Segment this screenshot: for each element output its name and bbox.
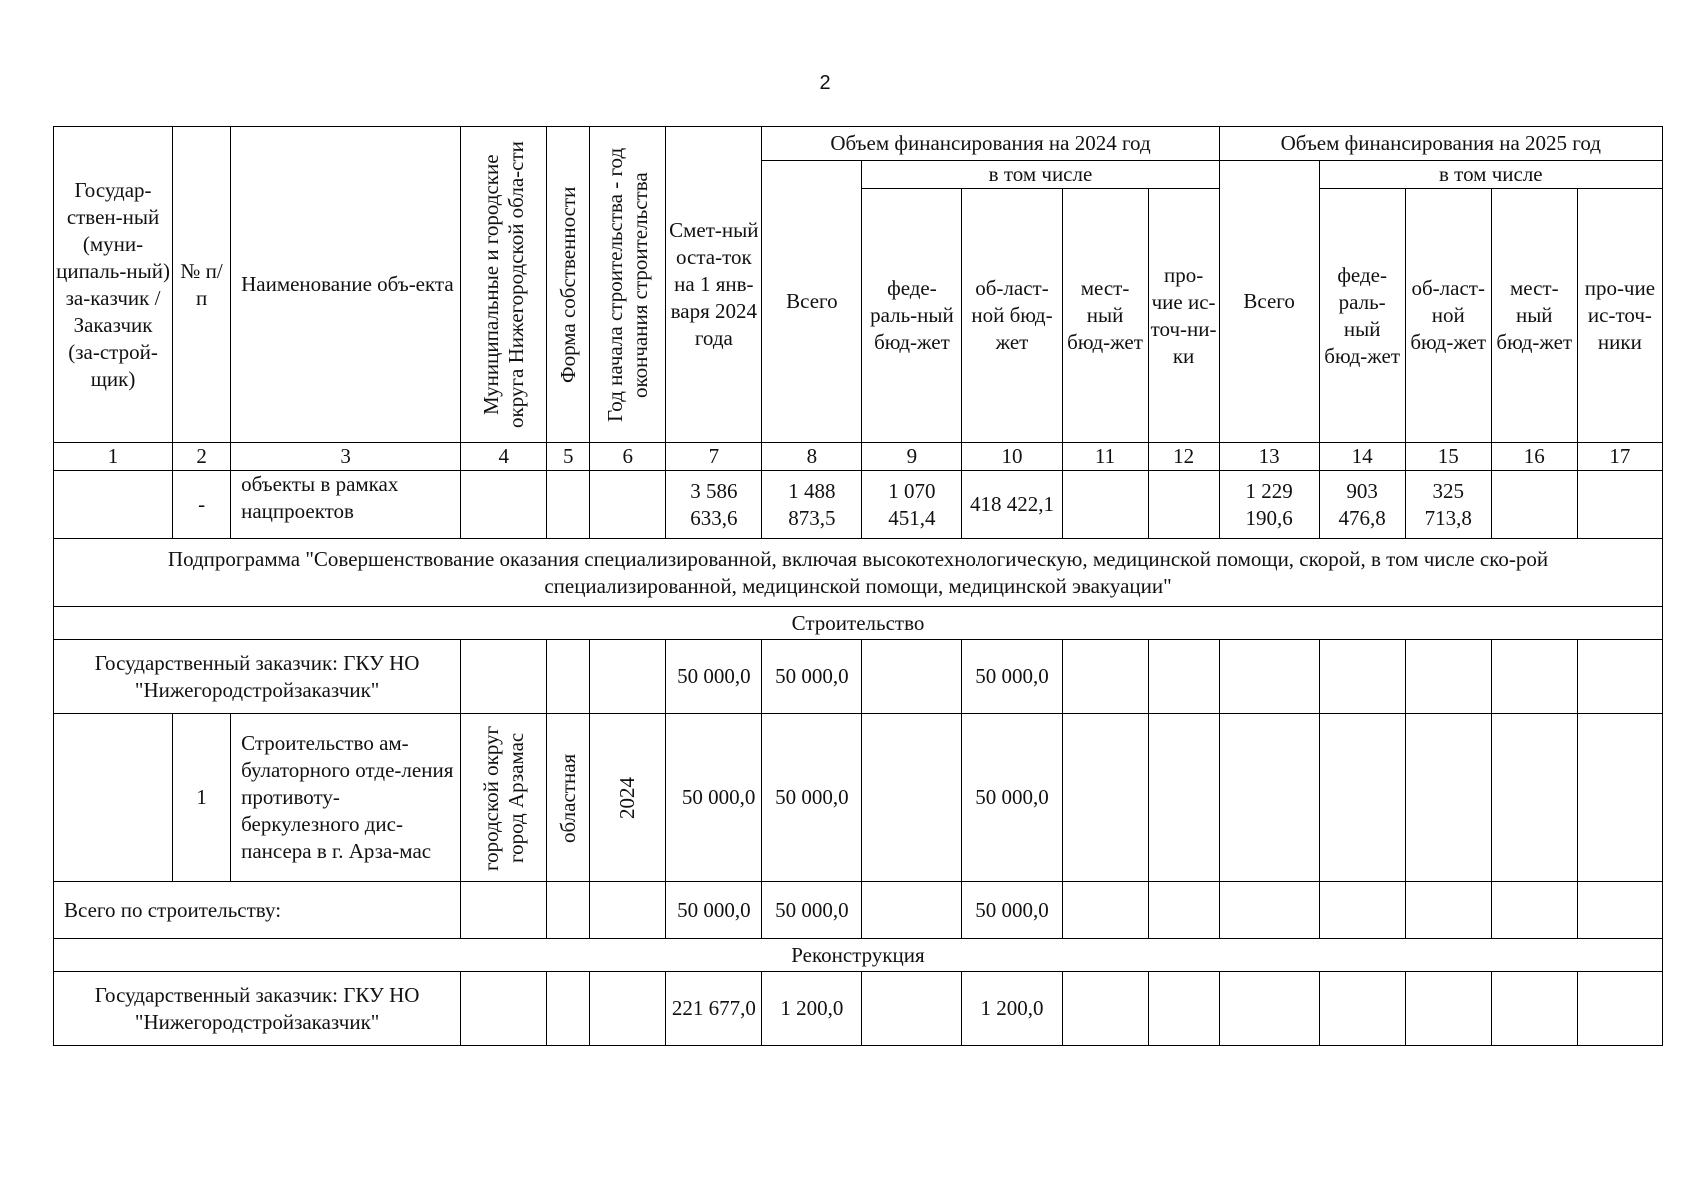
- total-2025-value: 1 229 190,6: [1219, 471, 1319, 539]
- table-cell: [547, 640, 590, 714]
- table-cell: [54, 714, 173, 882]
- header-including-2024: в том числе: [862, 161, 1219, 189]
- table-cell: [590, 471, 666, 539]
- regional-2024-value: 1 200,0: [962, 972, 1062, 1046]
- table-cell: [1577, 640, 1662, 714]
- customer-name: Государственный заказчик: ГКУ НО "Нижегородстройзаказчик": [54, 972, 461, 1046]
- table-cell: [1405, 714, 1491, 882]
- estimate-value: 50 000,0: [666, 714, 762, 882]
- total-2024-value: 50 000,0: [762, 640, 862, 714]
- subprogram-title: Подпрограмма "Совершенствование оказания специализированной, включая высокотехнологическую, медицинской помощи, скорой, в том числе ско-рой специализированной, медицинской помощи, медицинской эвакуации": [54, 539, 1663, 607]
- table-cell: [461, 972, 547, 1046]
- header-municipalities: Муниципальные и городские округа Нижегородской обла-сти: [461, 127, 547, 443]
- col-number: 12: [1148, 443, 1219, 471]
- table-cell: [1219, 882, 1319, 939]
- estimate-value: 50 000,0: [666, 640, 762, 714]
- table-cell: [1577, 882, 1662, 939]
- total-2024-value: 1 488 873,5: [762, 471, 862, 539]
- total-construction-row: [54, 882, 1663, 939]
- header-local-2025: мест-ный бюд-жет: [1491, 189, 1577, 443]
- regional-2024-value: 50 000,0: [962, 882, 1062, 939]
- table-cell: [1062, 640, 1148, 714]
- col-number: 6: [590, 443, 666, 471]
- header-customer: Государ-ствен-ный (муни-ципаль-ный) за-казчик / Заказчик (за-строй-щик): [54, 127, 173, 443]
- table-cell: [1219, 972, 1319, 1046]
- table-cell: [1577, 972, 1662, 1046]
- table-cell: [1148, 640, 1219, 714]
- table-cell: [1319, 640, 1405, 714]
- object-municipality: городской округ город Арзамас: [461, 714, 547, 882]
- header-regional-2024: об-ласт-ной бюд-жет: [962, 189, 1062, 443]
- header-years: Год начала строительства - год окончания строительства: [590, 127, 666, 443]
- table-cell: [862, 640, 962, 714]
- header-ownership: Форма собственности: [547, 127, 590, 443]
- table-cell: [862, 714, 962, 882]
- object-year: 2024: [590, 714, 666, 882]
- header-local-2024: мест-ный бюд-жет: [1062, 189, 1148, 443]
- object-number: 1: [173, 714, 231, 882]
- col-number: 16: [1491, 443, 1577, 471]
- table-cell: [1148, 972, 1219, 1046]
- table-cell: [547, 471, 590, 539]
- dash-cell: -: [173, 471, 231, 539]
- col-number: 13: [1219, 443, 1319, 471]
- col-number: 9: [862, 443, 962, 471]
- col-number: 14: [1319, 443, 1405, 471]
- table-cell: [1148, 471, 1219, 539]
- header-federal-2024: феде-раль-ный бюд-жет: [862, 189, 962, 443]
- table-cell: [590, 972, 666, 1046]
- section-reconstruction: Реконструкция: [54, 939, 1663, 972]
- table-cell: [1491, 640, 1577, 714]
- header-object-name: Наименование объ-екта: [231, 127, 461, 443]
- financing-table: [53, 126, 1663, 1046]
- estimate-value: 221 677,0: [666, 972, 762, 1046]
- table-cell: [862, 972, 962, 1046]
- table-cell: [547, 882, 590, 939]
- header-fin-2025: Объем финансирования на 2025 год: [1219, 127, 1662, 161]
- table-cell: [1148, 714, 1219, 882]
- header-num: № п/п: [173, 127, 231, 443]
- estimate-value: 50 000,0: [666, 882, 762, 939]
- table-cell: [461, 882, 547, 939]
- regional-2024-value: 50 000,0: [962, 714, 1062, 882]
- table-cell: [1319, 714, 1405, 882]
- table-cell: [1319, 882, 1405, 939]
- customer-row: [54, 972, 1663, 1046]
- header-regional-2025: об-ласт-ной бюд-жет: [1405, 189, 1491, 443]
- table-cell: [590, 882, 666, 939]
- col-number: 17: [1577, 443, 1662, 471]
- header-total-2024: Всего: [762, 161, 862, 443]
- natproject-row: [54, 471, 1663, 539]
- section-construction: Строительство: [54, 607, 1663, 640]
- table-cell: [1577, 471, 1662, 539]
- total-2024-value: 50 000,0: [762, 882, 862, 939]
- table-cell: [1405, 640, 1491, 714]
- header-total-2025: Всего: [1219, 161, 1319, 443]
- table-cell: [1405, 972, 1491, 1046]
- header-fin-2024: Объем финансирования на 2024 год: [762, 127, 1219, 161]
- col-number: 3: [231, 443, 461, 471]
- table-cell: [1491, 714, 1577, 882]
- table-cell: [1219, 714, 1319, 882]
- col-number: 5: [547, 443, 590, 471]
- table-cell: [1148, 882, 1219, 939]
- table-cell: [461, 640, 547, 714]
- object-ownership: областная: [547, 714, 590, 882]
- regional-2025-value: 325 713,8: [1405, 471, 1491, 539]
- table-cell: [1491, 882, 1577, 939]
- table-cell: [1062, 882, 1148, 939]
- natproject-name: объекты в рамках нацпроектов: [231, 471, 461, 539]
- table-cell: [1219, 640, 1319, 714]
- federal-2024-value: 1 070 451,4: [862, 471, 962, 539]
- total-construction-label: Всего по строительству:: [54, 882, 461, 939]
- customer-name: Государственный заказчик: ГКУ НО "Нижегородстройзаказчик": [54, 640, 461, 714]
- table-cell: [1062, 972, 1148, 1046]
- table-cell: [1491, 471, 1577, 539]
- col-number: 4: [461, 443, 547, 471]
- table-cell: [1577, 714, 1662, 882]
- col-number: 1: [54, 443, 173, 471]
- table-cell: [1405, 882, 1491, 939]
- header-including-2025: в том числе: [1319, 161, 1662, 189]
- col-number: 7: [666, 443, 762, 471]
- table-cell: [590, 640, 666, 714]
- table-cell: [547, 972, 590, 1046]
- column-numbers-row: [54, 443, 1663, 471]
- col-number: 11: [1062, 443, 1148, 471]
- col-number: 8: [762, 443, 862, 471]
- total-2024-value: 50 000,0: [762, 714, 862, 882]
- regional-2024-value: 418 422,1: [962, 471, 1062, 539]
- regional-2024-value: 50 000,0: [962, 640, 1062, 714]
- table-cell: [1062, 471, 1148, 539]
- estimate-value: 3 586 633,6: [666, 471, 762, 539]
- table-cell: [461, 471, 547, 539]
- header-federal-2025: феде-раль-ный бюд-жет: [1319, 189, 1405, 443]
- table-cell: [1491, 972, 1577, 1046]
- col-number: 15: [1405, 443, 1491, 471]
- header-other-2024: про-чие ис-точ-ни-ки: [1148, 189, 1219, 443]
- total-2024-value: 1 200,0: [762, 972, 862, 1046]
- table-cell: [54, 471, 173, 539]
- federal-2025-value: 903 476,8: [1319, 471, 1405, 539]
- col-number: 2: [173, 443, 231, 471]
- object-row: [54, 714, 1663, 882]
- header-other-2025: про-чие ис-точ-ники: [1577, 189, 1662, 443]
- header-estimate: Смет-ный оста-ток на 1 янв-варя 2024 года: [666, 127, 762, 443]
- table-cell: [862, 882, 962, 939]
- customer-row: [54, 640, 1663, 714]
- table-cell: [1319, 972, 1405, 1046]
- col-number: 10: [962, 443, 1062, 471]
- table-cell: [1062, 714, 1148, 882]
- object-name: Строительство ам-булаторного отде-ления противоту-беркулезного дис-пансера в г. Арза-мас: [231, 714, 461, 882]
- page-number: 2: [819, 72, 831, 94]
